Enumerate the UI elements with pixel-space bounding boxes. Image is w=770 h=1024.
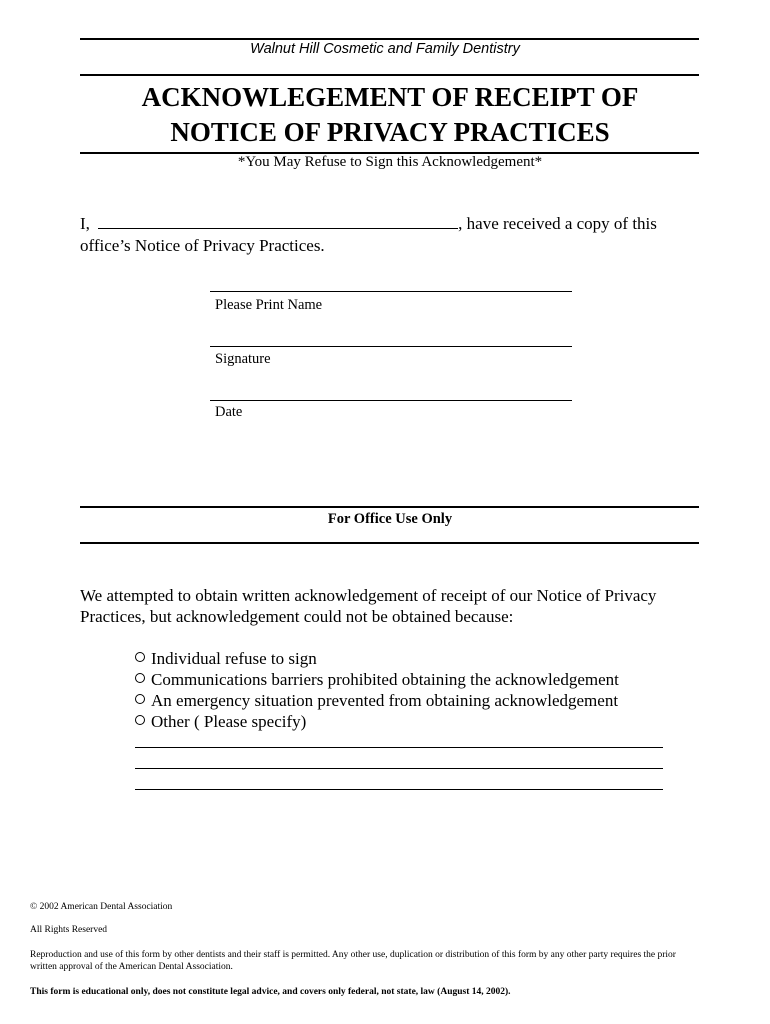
- form-title-line1: ACKNOWLEGEMENT OF RECEIPT OF: [141, 82, 639, 112]
- receipt-statement: [80, 213, 657, 257]
- date-line[interactable]: [210, 400, 572, 401]
- reproduction-notice: Reproduction and use of this form by other dentists and their staff is permitted. Any other use, duplication or distribution of this form by any other party requires the prior written approval of the American Dental Association.: [30, 950, 676, 972]
- option-label: Communications barriers prohibited obtaining the acknowledgement: [151, 670, 619, 689]
- form-title-line2: NOTICE OF PRIVACY PRACTICES: [170, 117, 610, 147]
- office-paragraph-line2: Practices, but acknowledgement could not be obtained because:: [80, 607, 514, 626]
- header-rule: [80, 74, 699, 76]
- option-other[interactable]: [135, 711, 306, 732]
- radio-circle-icon[interactable]: [135, 694, 145, 704]
- copyright-notice: © 2002 American Dental Association: [30, 902, 173, 912]
- specify-line-3[interactable]: [135, 789, 663, 790]
- disclaimer-notice: This form is educational only, does not constitute legal advice, and covers only federal, not state, law (August 14, 2002).: [30, 987, 511, 997]
- office-paragraph: [80, 585, 700, 627]
- top-rule: [80, 38, 699, 40]
- form-title: [0, 80, 770, 150]
- signature-label: Signature: [215, 351, 271, 367]
- print-name-line[interactable]: [210, 291, 572, 292]
- signature-line[interactable]: [210, 346, 572, 347]
- option-label: Other ( Please specify): [151, 712, 307, 731]
- rights-notice: All Rights Reserved: [30, 925, 108, 935]
- radio-circle-icon[interactable]: [135, 652, 145, 662]
- specify-line-2[interactable]: [135, 768, 663, 769]
- office-use-heading: For Office Use Only: [327, 511, 453, 527]
- option-label: Individual refuse to sign: [151, 649, 317, 668]
- option-label: An emergency situation prevented from obtaining acknowledgement: [151, 691, 619, 710]
- specify-line-1[interactable]: [135, 747, 663, 748]
- office-bottom-rule: [80, 542, 699, 544]
- receipt-statement-line1: [80, 213, 657, 235]
- practice-name: Walnut Hill Cosmetic and Family Dentistry: [250, 41, 520, 57]
- statement-prefix: I,: [80, 214, 90, 233]
- office-paragraph-line1: We attempted to obtain written acknowledgement of receipt of our Notice of Privacy: [80, 586, 657, 605]
- statement-suffix: , have received a copy of this: [458, 214, 657, 233]
- print-name-label: Please Print Name: [215, 297, 323, 313]
- receipt-statement-line2: office’s Notice of Privacy Practices.: [80, 236, 325, 255]
- option-emergency[interactable]: [135, 690, 618, 711]
- radio-circle-icon[interactable]: [135, 673, 145, 683]
- office-top-rule: [80, 506, 699, 508]
- option-refuse[interactable]: [135, 648, 317, 669]
- name-blank[interactable]: [98, 214, 458, 229]
- refuse-note: *You May Refuse to Sign this Acknowledgement*: [237, 154, 543, 170]
- option-communication-barriers[interactable]: [135, 669, 619, 690]
- radio-circle-icon[interactable]: [135, 715, 145, 725]
- date-label: Date: [215, 404, 243, 420]
